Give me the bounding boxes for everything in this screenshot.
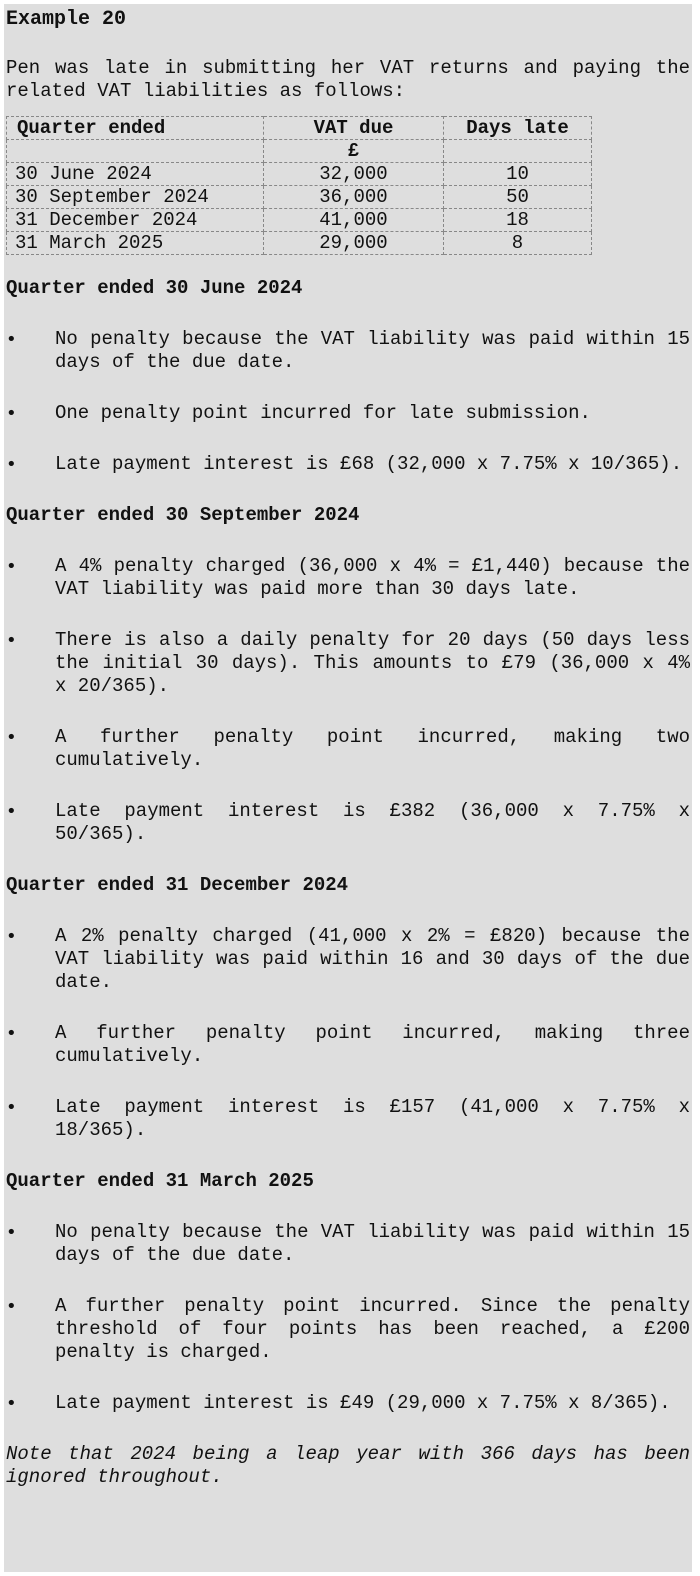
bullet-icon: • (6, 801, 17, 822)
intro-paragraph: Pen was late in submitting her VAT returns and paying the related VAT liabilities as follows: (6, 57, 690, 102)
list-item (6, 1096, 690, 1142)
cell-quarter: 31 March 2025 (7, 232, 264, 255)
cell-vat-due: 41,000 (264, 209, 444, 232)
section-heading-december: Quarter ended 31 December 2024 (6, 874, 349, 896)
bullet-icon: • (6, 630, 17, 651)
list-item (6, 555, 690, 601)
cell-days-late: 10 (444, 163, 592, 186)
list-item (6, 726, 690, 772)
list-item-text: Late payment interest is £49 (29,000 x 7.75% x 8/365). (55, 1392, 671, 1414)
table-units-row (7, 140, 592, 163)
list-item (6, 453, 690, 476)
cell-days-late: 50 (444, 186, 592, 209)
section-heading-march: Quarter ended 31 March 2025 (6, 1170, 314, 1192)
bullet-icon: • (6, 1097, 17, 1118)
list-item-text: Late payment interest is £382 (36,000 x 7.75% x 50/365). (55, 800, 690, 845)
table-row (7, 163, 592, 186)
list-item-text: A further penalty point incurred, making two cumulatively. (55, 726, 690, 771)
document-page (4, 4, 692, 1572)
bullet-icon: • (6, 727, 17, 748)
cell-days-late: 8 (444, 232, 592, 255)
cell-days-late: 18 (444, 209, 592, 232)
list-item-text: No penalty because the VAT liability was paid within 15 days of the due date. (55, 328, 690, 373)
table-row (7, 232, 592, 255)
list-item-text: No penalty because the VAT liability was paid within 15 days of the due date. (55, 1221, 690, 1266)
cell-quarter: 30 September 2024 (7, 186, 264, 209)
unit-days-late (444, 140, 592, 163)
bullet-icon: • (6, 1296, 17, 1317)
list-item (6, 402, 690, 425)
list-item (6, 1022, 690, 1068)
table-row (7, 209, 592, 232)
list-item-text: There is also a daily penalty for 20 days (50 days less the initial 30 days). This amounts to £79 (36,000 x 4% x 20/365). (55, 629, 690, 697)
unit-quarter (7, 140, 264, 163)
cell-vat-due: 29,000 (264, 232, 444, 255)
bullet-icon: • (6, 329, 17, 350)
bullet-icon: • (6, 454, 17, 475)
bullet-icon: • (6, 1023, 17, 1044)
list-item-text: A 4% penalty charged (36,000 x 4% = £1,440) because the VAT liability was paid more than 30 days late. (55, 555, 690, 600)
section-heading-september: Quarter ended 30 September 2024 (6, 504, 360, 526)
cell-vat-due: 36,000 (264, 186, 444, 209)
bullet-icon: • (6, 556, 17, 577)
document-content (6, 8, 690, 1489)
list-item-text: Late payment interest is £157 (41,000 x 7.75% x 18/365). (55, 1096, 690, 1141)
bullet-icon: • (6, 403, 17, 424)
list-item-text: A 2% penalty charged (41,000 x 2% = £820) because the VAT liability was paid within 16 and 30 days of the due date. (55, 925, 690, 993)
header-quarter-ended: Quarter ended (7, 117, 264, 140)
list-item (6, 1392, 690, 1415)
list-item (6, 925, 690, 994)
section-heading-june: Quarter ended 30 June 2024 (6, 277, 303, 299)
list-item (6, 328, 690, 374)
leap-year-note: Note that 2024 being a leap year with 366 days has been ignored throughout. (6, 1443, 690, 1488)
bullet-icon: • (6, 1222, 17, 1243)
example-title: Example 20 (6, 8, 127, 31)
cell-quarter: 31 December 2024 (7, 209, 264, 232)
header-vat-due: VAT due (264, 117, 444, 140)
unit-vat-due: £ (264, 140, 444, 163)
list-item (6, 800, 690, 846)
bullet-icon: • (6, 1393, 17, 1414)
list-item-text: A further penalty point incurred, making three cumulatively. (55, 1022, 690, 1067)
list-item-text: One penalty point incurred for late submission. (55, 402, 591, 424)
list-item-text: A further penalty point incurred. Since the penalty threshold of four points has been reached, a £200 penalty is charged. (55, 1295, 690, 1363)
table-row (7, 186, 592, 209)
list-item (6, 629, 690, 698)
cell-vat-due: 32,000 (264, 163, 444, 186)
list-item (6, 1295, 690, 1364)
cell-quarter: 30 June 2024 (7, 163, 264, 186)
vat-table (6, 116, 592, 255)
list-item (6, 1221, 690, 1267)
table-header-row (7, 117, 592, 140)
header-days-late: Days late (444, 117, 592, 140)
bullet-icon: • (6, 926, 17, 947)
list-item-text: Late payment interest is £68 (32,000 x 7.75% x 10/365). (55, 453, 683, 475)
